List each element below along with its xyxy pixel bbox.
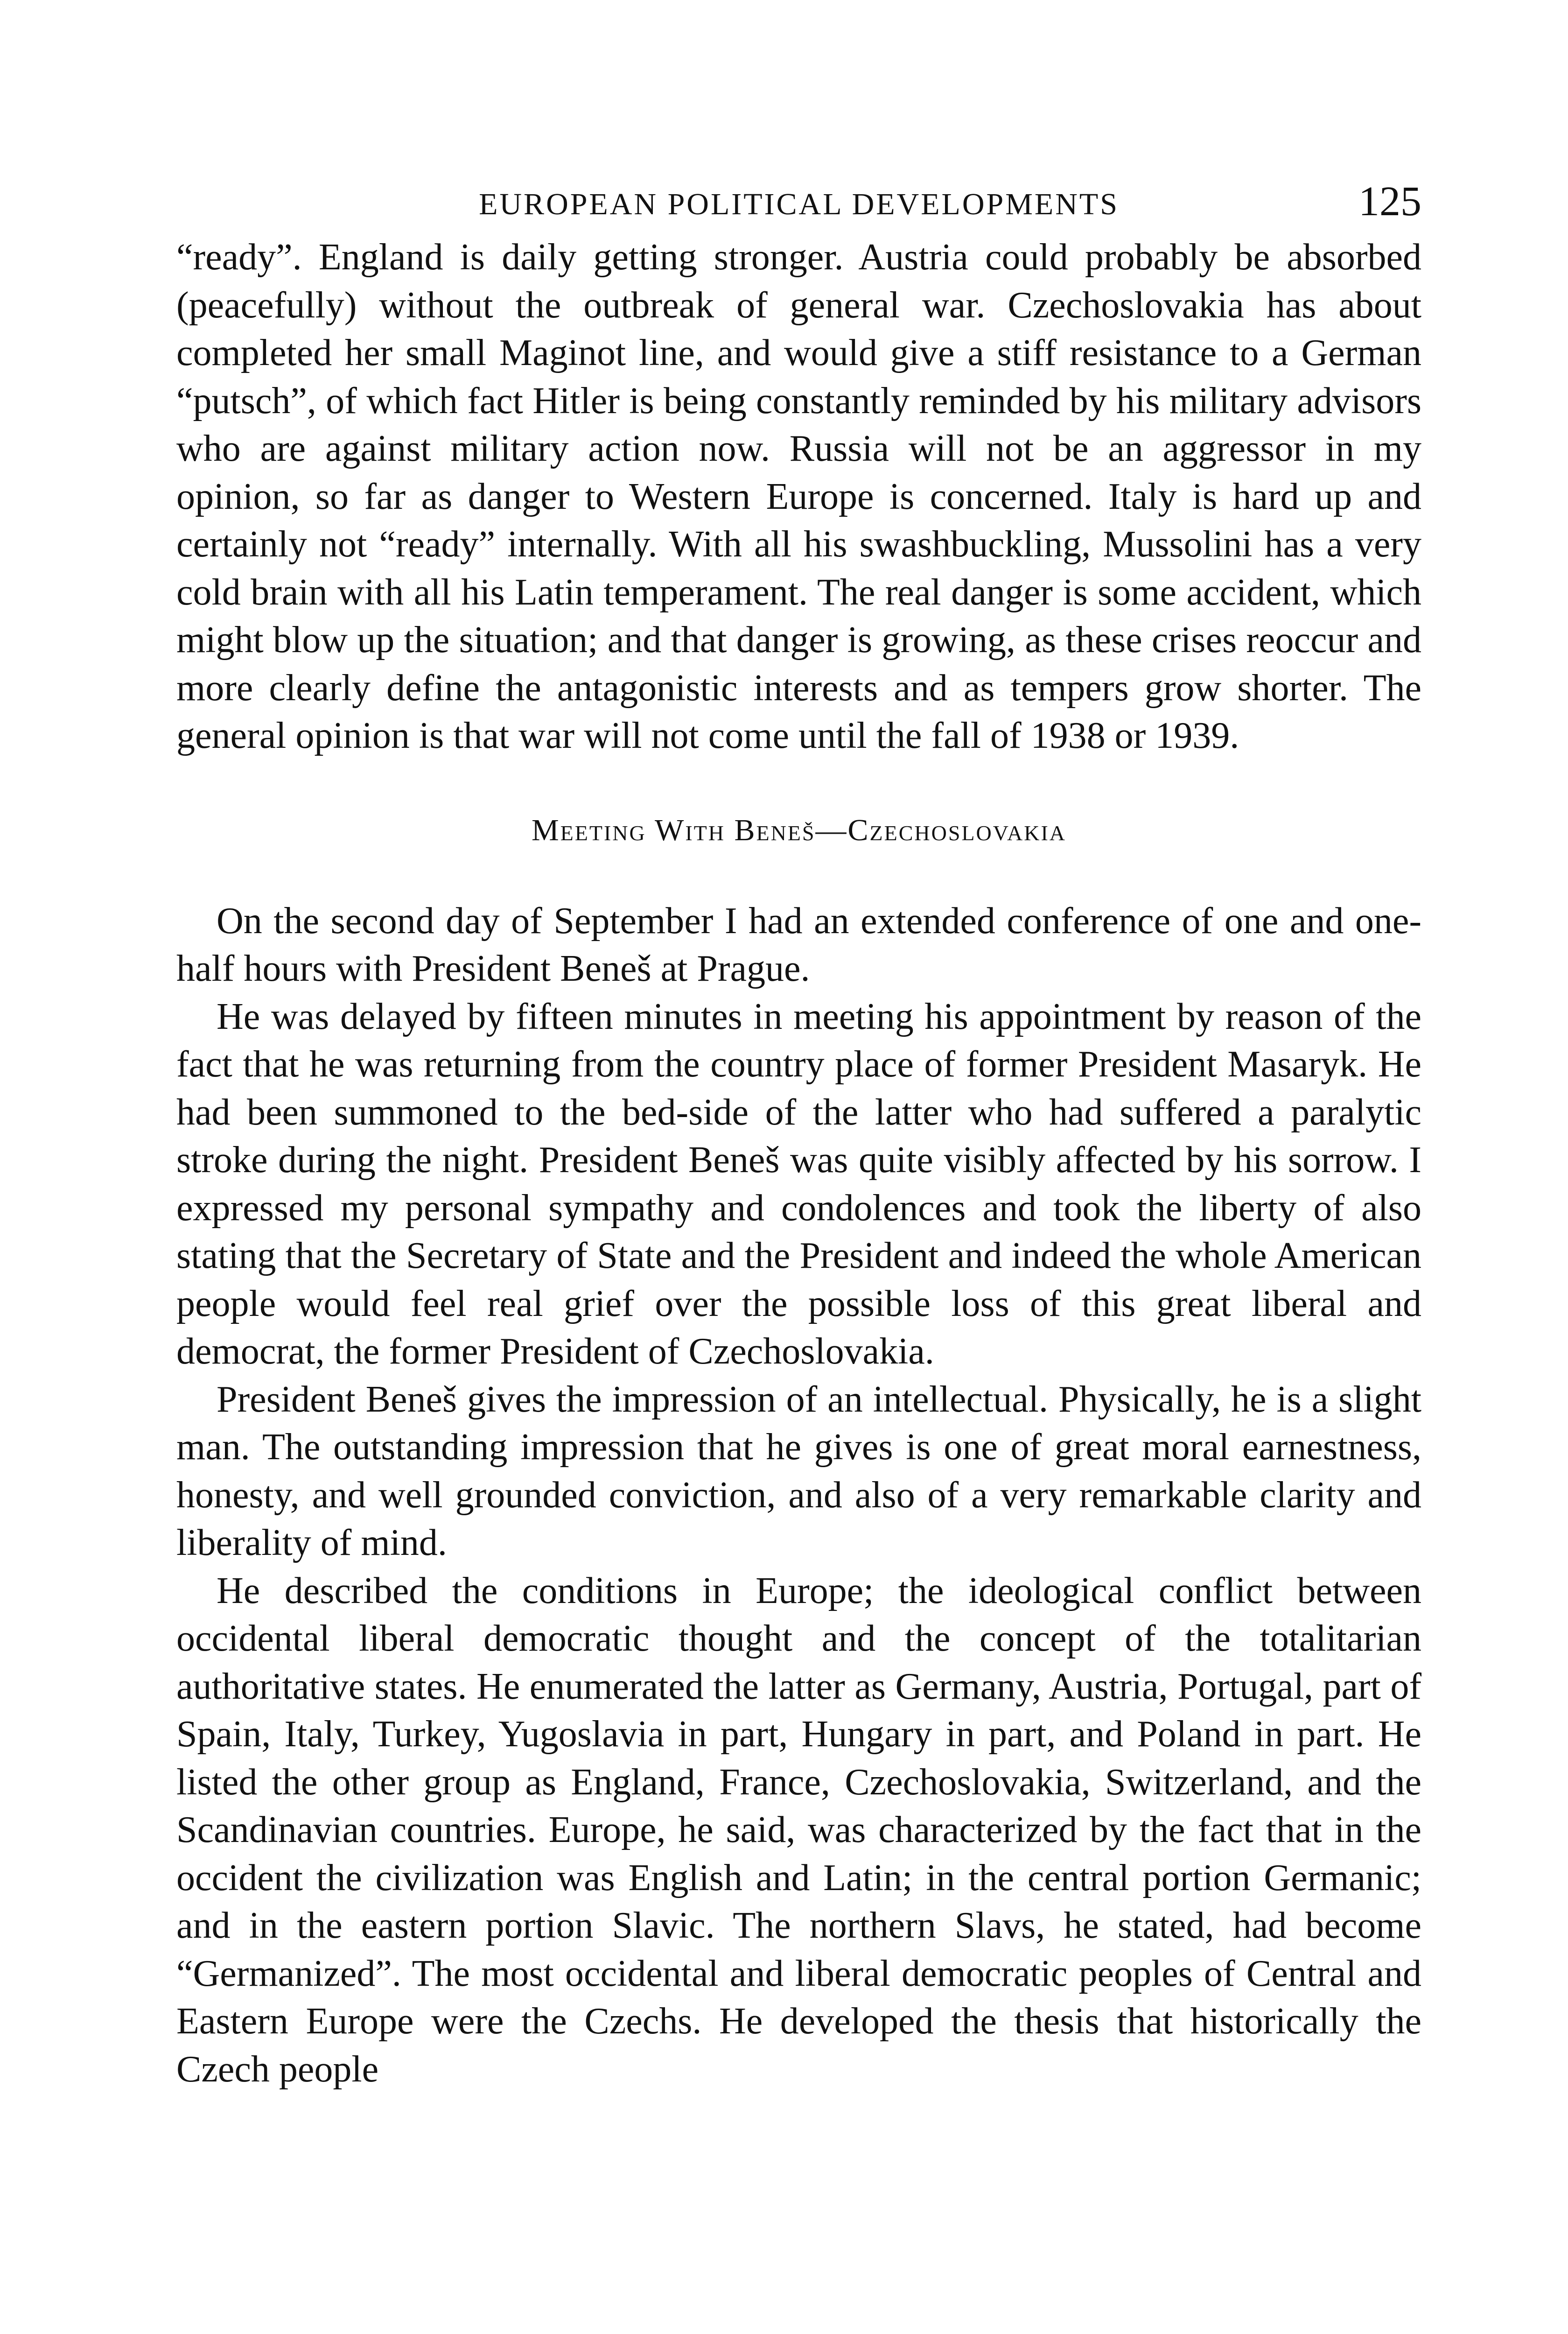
paragraph: On the second day of September I had an extended conference of one and one-half hours with President Beneš at Prague. bbox=[176, 900, 1421, 989]
page-number: 125 bbox=[1358, 178, 1421, 225]
section-heading: Meeting With Beneš—Czechoslovakia bbox=[531, 813, 1066, 847]
paragraph: President Beneš gives the impression of an intellectual. Physically, he is a slight man. The outstanding impression that he gives is one of great moral earnestness, honesty, and well grounded conviction, and also of a very remarkable clarity and liberality of mind. bbox=[176, 1378, 1421, 1563]
body-text bbox=[176, 233, 1421, 2093]
paragraph: He described the conditions in Europe; the ideological conflict between occidental liberal democratic thought and the concept of the totalitarian authoritative states. He enumerated the latter as Germany, Austria, Portugal, part of Spain, Italy, Turkey, Yugoslavia in part, Hungary in part, and Poland in part. He listed the other group as England, France, Czechoslovakia, Switzerland, and the Scandinavian countries. Europe, he said, was characterized by the fact that in the occident the civilization was English and Latin; in the central portion Germanic; and in the eastern portion Slavic. The northern Slavs, he stated, had become “Germanized”. The most occidental and liberal democratic peoples of Central and Eastern Europe were the Czechs. He developed the thesis that historically the Czech people bbox=[176, 1570, 1421, 2090]
paragraph-continued: “ready”. England is daily getting stronger. Austria could probably be absorbed (peacefully) without the outbreak of general war. Czechoslovakia has about completed her small Maginot line, and would give a stiff resistance to a German “putsch”, of which fact Hitler is being constantly reminded by his military advisors who are against military action now. Russia will not be an aggressor in my opinion, so far as danger to Western Europe is concerned. Italy is hard up and certainly not “ready” internally. With all his swashbuckling, Mussolini has a very cold brain with all his Latin temperament. The real danger is some accident, which might blow up the situation; and that danger is growing, as these crises reoccur and more clearly define the antagonistic interests and as tempers grow shorter. The general opinion is that war will not come until the fall of 1938 or 1939. bbox=[176, 237, 1421, 756]
book-page bbox=[176, 177, 1421, 2093]
running-head bbox=[176, 177, 1421, 233]
paragraph: He was delayed by fifteen minutes in meeting his appointment by reason of the fact that he was returning from the country place of former President Masaryk. He had been summoned to the bed-side of the latter who had suffered a paralytic stroke during the night. President Beneš was quite visibly affected by his sorrow. I expressed my personal sympathy and condolences and took the liberty of also stating that the Secretary of State and the President and indeed the whole American people would feel real grief over the possible loss of this great liberal and democrat, the former President of Czechoslovakia. bbox=[176, 996, 1421, 1372]
running-title: EUROPEAN POLITICAL DEVELOPMENTS bbox=[479, 187, 1119, 221]
